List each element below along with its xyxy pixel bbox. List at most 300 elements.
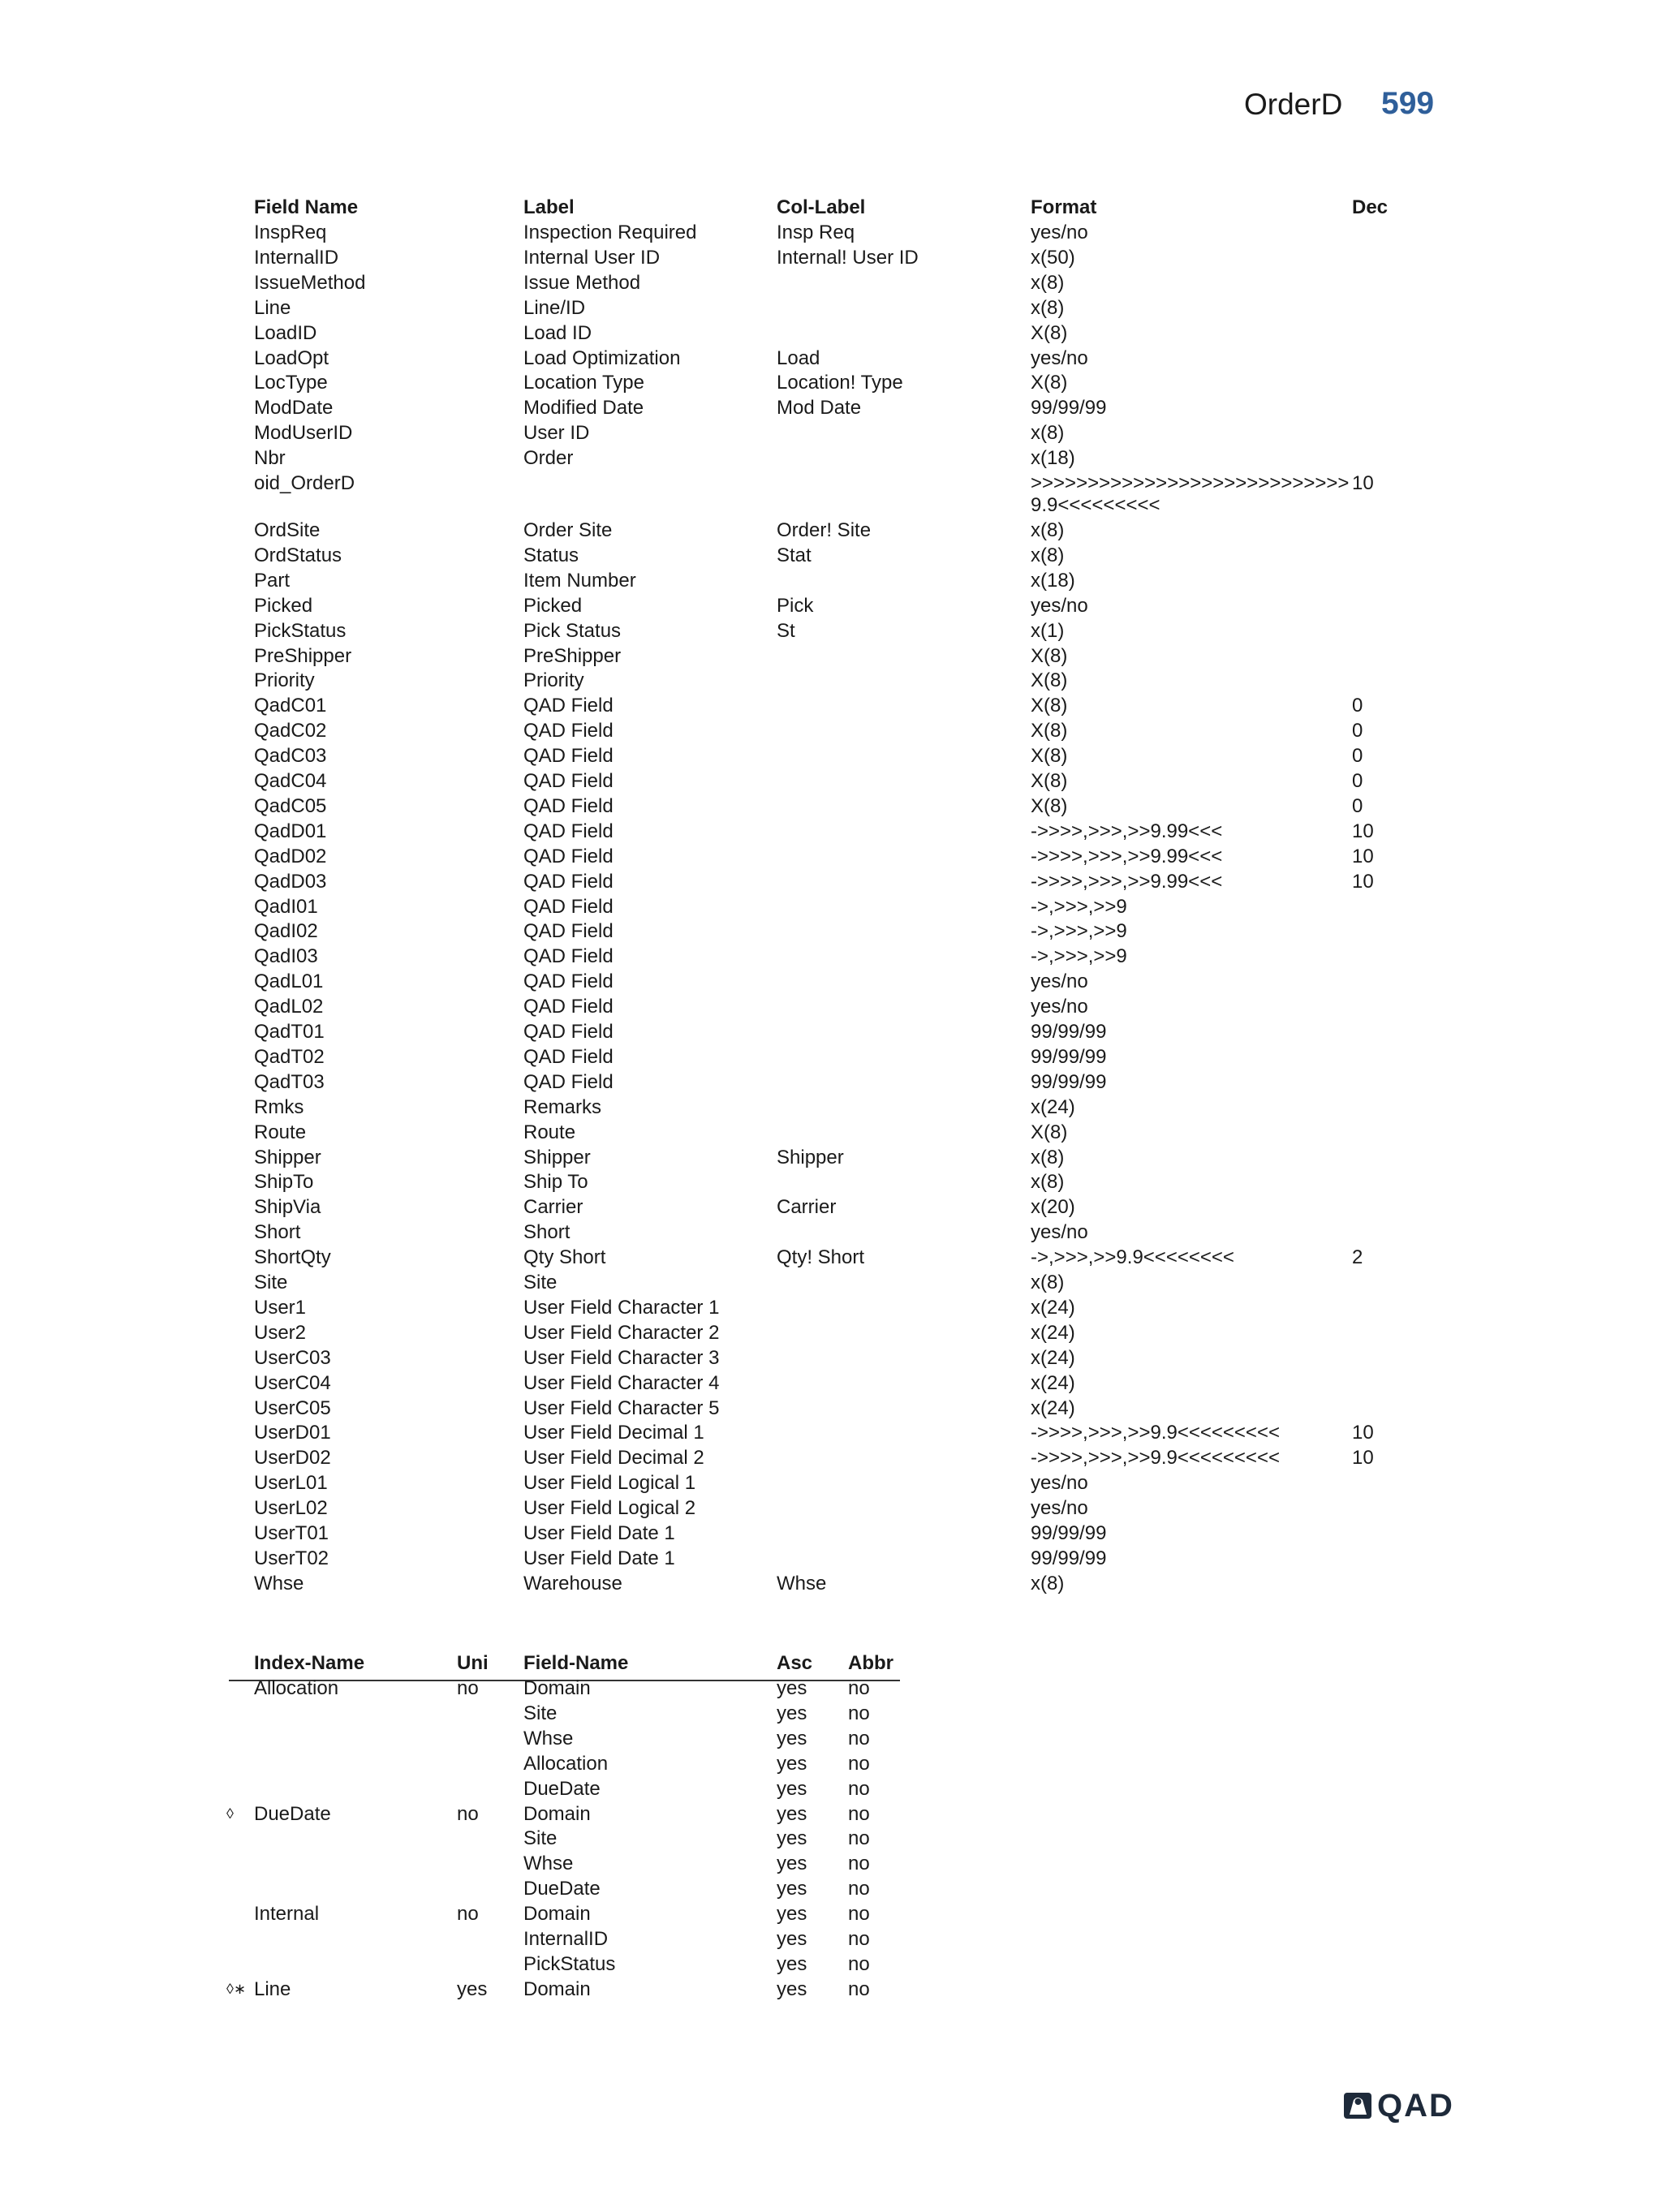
index-abbr-cell: no (848, 1952, 870, 1975)
field-row (0, 1171, 1662, 1196)
field-col-label-cell: Internal! User ID (777, 246, 919, 269)
field-format-cell: x(8) (1031, 271, 1065, 294)
field-row (0, 544, 1662, 570)
index-marker: ◊∗ (226, 1980, 246, 1997)
index-abbr-cell: no (848, 1777, 870, 1800)
index-field-cell: Domain (523, 1977, 591, 2000)
field-format-cell: X(8) (1031, 720, 1068, 742)
index-field-cell: Site (523, 1702, 558, 1724)
field-row (0, 720, 1662, 745)
col-header-format: Format (1031, 196, 1097, 218)
field-col-label-cell: Carrier (777, 1196, 837, 1219)
field-name-cell: QadL01 (254, 970, 324, 993)
field-name-cell: UserD01 (254, 1422, 331, 1444)
field-name-cell: ShortQty (254, 1246, 331, 1269)
index-field-cell: Domain (523, 1903, 591, 1926)
index-abbr-cell: no (848, 1878, 870, 1900)
field-format-cell: ->>>>,>>>,>>9.99<<< (1031, 820, 1223, 842)
field-format-cell: x(24) (1031, 1296, 1075, 1319)
field-row (0, 1322, 1662, 1347)
index-asc-cell: yes (777, 1952, 807, 1975)
field-label-cell: Shipper (523, 1146, 591, 1168)
field-row (0, 770, 1662, 795)
index-abbr-cell: no (848, 1977, 870, 2000)
field-name-cell: Picked (254, 594, 313, 617)
field-row (0, 645, 1662, 670)
index-field-cell: Site (523, 1827, 558, 1850)
field-format-cell: >>>>>>>>>>>>>>>>>>>>>>>>>>>>9.9<<<<<<<<< (1031, 472, 1350, 516)
field-format-cell: X(8) (1031, 794, 1068, 817)
index-row (0, 1953, 1662, 1978)
index-field-cell: PickStatus (523, 1952, 616, 1975)
field-row (0, 1422, 1662, 1447)
field-label-cell: QAD Field (523, 794, 614, 817)
field-name-cell: UserC04 (254, 1371, 331, 1394)
index-abbr-cell: no (848, 1853, 870, 1875)
index-row (0, 1702, 1662, 1728)
field-label-cell: Order Site (523, 519, 613, 541)
field-name-cell: UserT02 (254, 1547, 329, 1569)
field-label-cell: User Field Logical 1 (523, 1472, 696, 1495)
index-field-cell: DueDate (523, 1777, 601, 1800)
field-format-cell: x(50) (1031, 246, 1075, 269)
field-label-cell: Priority (523, 669, 584, 692)
field-format-cell: X(8) (1031, 644, 1068, 667)
field-name-cell: ShipTo (254, 1171, 314, 1194)
field-row (0, 820, 1662, 846)
col-header-col-label: Col-Label (777, 196, 866, 218)
field-label-cell: Warehouse (523, 1572, 622, 1594)
field-label-cell: Status (523, 544, 579, 566)
field-name-cell: QadT03 (254, 1070, 325, 1093)
field-label-cell: User Field Character 1 (523, 1296, 720, 1319)
field-name-cell: QadD02 (254, 845, 327, 867)
field-col-label-cell: Load (777, 346, 820, 369)
field-format-cell: x(8) (1031, 544, 1065, 566)
field-row (0, 1297, 1662, 1322)
field-label-cell: QAD Field (523, 845, 614, 867)
field-format-cell: yes/no (1031, 970, 1088, 993)
field-name-cell: UserT01 (254, 1522, 329, 1544)
field-label-cell: QAD Field (523, 1070, 614, 1093)
section-title: OrderD (1244, 88, 1343, 121)
field-name-cell: Site (254, 1272, 288, 1293)
index-abbr-cell: no (848, 1928, 870, 1950)
field-row (0, 669, 1662, 695)
field-label-cell: QAD Field (523, 870, 614, 893)
field-label-cell: Qty Short (523, 1246, 606, 1269)
field-format-cell: yes/no (1031, 996, 1088, 1018)
field-format-cell: x(8) (1031, 422, 1065, 445)
field-label-cell: Location Type (523, 372, 645, 394)
index-row (0, 1853, 1662, 1878)
index-row (0, 1803, 1662, 1828)
col-header-asc: Asc (777, 1652, 813, 1674)
field-row (0, 695, 1662, 720)
field-dec-cell: 10 (1352, 1422, 1374, 1444)
index-row (0, 1778, 1662, 1803)
field-format-cell: ->>>>,>>>,>>9.9<<<<<<<<< (1031, 1447, 1280, 1470)
field-row (0, 846, 1662, 871)
col-header-field-name: Field Name (254, 196, 359, 218)
field-format-cell: x(8) (1031, 1171, 1065, 1194)
field-name-cell: Line (254, 296, 291, 319)
field-row (0, 472, 1662, 516)
field-format-cell: ->>>>,>>>,>>9.99<<< (1031, 870, 1223, 893)
index-field-cell: Allocation (523, 1752, 609, 1775)
index-asc-cell: yes (777, 1752, 807, 1775)
index-field-cell: DueDate (523, 1878, 601, 1900)
field-label-cell: QAD Field (523, 820, 614, 842)
field-col-label-cell: Shipper (777, 1146, 844, 1168)
field-row (0, 871, 1662, 896)
field-format-cell: yes/no (1031, 1221, 1088, 1244)
field-name-cell: QadI02 (254, 920, 318, 943)
field-format-cell: yes/no (1031, 1497, 1088, 1520)
field-name-cell: QadT01 (254, 1021, 325, 1043)
field-label-cell: Order (523, 447, 574, 470)
field-row (0, 1573, 1662, 1598)
index-asc-cell: yes (777, 1928, 807, 1950)
col-header-dec: Dec (1352, 196, 1389, 218)
index-asc-cell: yes (777, 1903, 807, 1926)
field-dec-cell: 0 (1352, 770, 1363, 792)
field-label-cell: Carrier (523, 1196, 583, 1219)
field-label-cell: User Field Decimal 1 (523, 1422, 704, 1444)
index-marker: ◊ (226, 1805, 234, 1822)
field-name-cell: Whse (254, 1572, 304, 1594)
field-name-cell: Route (254, 1121, 307, 1143)
field-col-label-cell: Whse (777, 1572, 827, 1594)
index-name-cell: DueDate (254, 1802, 331, 1825)
field-row (0, 322, 1662, 347)
field-row (0, 247, 1662, 272)
col-header-uni: Uni (457, 1652, 489, 1674)
index-asc-cell: yes (777, 1977, 807, 2000)
field-dec-cell: 0 (1352, 745, 1363, 768)
field-name-cell: LoadID (254, 321, 317, 344)
field-label-cell: User Field Date 1 (523, 1522, 675, 1544)
field-format-cell: x(24) (1031, 1095, 1075, 1118)
field-name-cell: UserD02 (254, 1447, 331, 1470)
field-format-cell: x(8) (1031, 519, 1065, 541)
field-label-cell: QAD Field (523, 1045, 614, 1068)
field-label-cell: Short (523, 1221, 571, 1244)
field-row (0, 347, 1662, 372)
field-name-cell: Priority (254, 669, 315, 692)
field-row (0, 297, 1662, 322)
field-row (0, 1547, 1662, 1573)
field-row (0, 1472, 1662, 1497)
field-name-cell: PickStatus (254, 619, 347, 642)
field-row (0, 620, 1662, 645)
field-format-cell: x(24) (1031, 1321, 1075, 1344)
field-name-cell: OrdStatus (254, 544, 342, 566)
index-abbr-cell: no (848, 1702, 870, 1724)
field-name-cell: UserC05 (254, 1396, 331, 1419)
index-name-cell: Line (254, 1977, 291, 2000)
field-name-cell: UserC03 (254, 1346, 331, 1369)
index-uni-cell: yes (457, 1977, 488, 2000)
field-label-cell: QAD Field (523, 945, 614, 968)
field-row (0, 1497, 1662, 1522)
index-uni-cell: no (457, 1903, 479, 1926)
col-header-label: Label (523, 196, 575, 218)
index-table-header (0, 1652, 1662, 1677)
field-row (0, 1447, 1662, 1472)
index-field-cell: Whse (523, 1727, 574, 1749)
field-name-cell: QadL02 (254, 996, 324, 1018)
field-label-cell: User Field Decimal 2 (523, 1447, 704, 1470)
field-row (0, 422, 1662, 447)
index-row (0, 1978, 1662, 2003)
field-label-cell: QAD Field (523, 720, 614, 742)
field-label-cell: Load Optimization (523, 346, 681, 369)
field-label-cell: QAD Field (523, 996, 614, 1018)
field-label-cell: User Field Character 5 (523, 1396, 720, 1419)
index-abbr-cell: no (848, 1903, 870, 1926)
field-label-cell: User Field Character 2 (523, 1321, 720, 1344)
field-label-cell: User Field Character 3 (523, 1346, 720, 1369)
index-row (0, 1728, 1662, 1753)
field-format-cell: X(8) (1031, 1121, 1068, 1143)
field-label-cell: QAD Field (523, 695, 614, 717)
field-format-cell: 99/99/99 (1031, 1070, 1107, 1093)
field-dec-cell: 0 (1352, 720, 1363, 742)
field-row (0, 570, 1662, 595)
index-row (0, 1677, 1662, 1702)
field-row (0, 1196, 1662, 1221)
field-name-cell: Short (254, 1221, 301, 1244)
index-row (0, 1878, 1662, 1903)
field-col-label-cell: Stat (777, 544, 812, 566)
field-row (0, 447, 1662, 472)
field-row (0, 1347, 1662, 1372)
index-row (0, 1827, 1662, 1853)
field-name-cell: User2 (254, 1321, 307, 1344)
field-row (0, 1246, 1662, 1272)
field-row (0, 1522, 1662, 1547)
field-format-cell: x(20) (1031, 1196, 1075, 1219)
field-dec-cell: 10 (1352, 870, 1374, 893)
field-format-cell: x(1) (1031, 619, 1065, 642)
field-row (0, 896, 1662, 921)
field-name-cell: Nbr (254, 447, 286, 470)
field-dec-cell: 10 (1352, 820, 1374, 842)
field-format-cell: ->,>>>,>>9 (1031, 920, 1127, 943)
field-dec-cell: 2 (1352, 1246, 1363, 1269)
field-dec-cell: 0 (1352, 794, 1363, 817)
field-name-cell: Rmks (254, 1095, 304, 1118)
col-header-abbr: Abbr (848, 1652, 893, 1674)
field-label-cell: PreShipper (523, 644, 622, 667)
index-row (0, 1928, 1662, 1953)
field-label-cell: Ship To (523, 1171, 588, 1194)
field-name-cell: QadC02 (254, 720, 327, 742)
field-row (0, 595, 1662, 620)
index-abbr-cell: no (848, 1727, 870, 1749)
fields-table-header (0, 196, 1662, 222)
qad-logo-icon (1343, 2090, 1374, 2121)
logo-text: QAD (1377, 2087, 1454, 2124)
field-format-cell: yes/no (1031, 222, 1088, 243)
field-label-cell: Load ID (523, 321, 592, 344)
field-format-cell: x(8) (1031, 296, 1065, 319)
field-format-cell: ->,>>>,>>9.9<<<<<<<< (1031, 1246, 1234, 1269)
field-label-cell: Line/ID (523, 296, 586, 319)
field-format-cell: 99/99/99 (1031, 1522, 1107, 1544)
field-format-cell: x(8) (1031, 1146, 1065, 1168)
field-format-cell: X(8) (1031, 321, 1068, 344)
field-label-cell: User Field Date 1 (523, 1547, 675, 1569)
field-row (0, 1071, 1662, 1096)
field-name-cell: Shipper (254, 1146, 321, 1168)
field-format-cell: yes/no (1031, 346, 1088, 369)
field-label-cell: Remarks (523, 1095, 602, 1118)
field-row (0, 745, 1662, 770)
field-dec-cell: 10 (1352, 1447, 1374, 1470)
field-row (0, 519, 1662, 544)
field-name-cell: Part (254, 569, 291, 592)
index-asc-cell: yes (777, 1727, 807, 1749)
field-label-cell: Internal User ID (523, 246, 661, 269)
col-header-index-name: Index-Name (254, 1652, 365, 1674)
field-name-cell: QadC04 (254, 770, 327, 792)
index-asc-cell: yes (777, 1702, 807, 1724)
index-field-cell: InternalID (523, 1928, 609, 1950)
field-row (0, 222, 1662, 247)
index-abbr-cell: no (848, 1802, 870, 1825)
index-abbr-cell: no (848, 1752, 870, 1775)
field-name-cell: OrdSite (254, 519, 321, 541)
field-dec-cell: 0 (1352, 695, 1363, 717)
field-label-cell: QAD Field (523, 745, 614, 768)
index-asc-cell: yes (777, 1677, 807, 1699)
field-name-cell: InternalID (254, 246, 339, 269)
index-asc-cell: yes (777, 1878, 807, 1900)
field-format-cell: ->,>>>,>>9 (1031, 945, 1127, 968)
field-format-cell: x(24) (1031, 1371, 1075, 1394)
col-header-field-name-index: Field-Name (523, 1652, 629, 1674)
field-name-cell: QadC05 (254, 794, 327, 817)
index-asc-cell: yes (777, 1853, 807, 1875)
field-label-cell: Site (523, 1272, 558, 1293)
field-name-cell: ModDate (254, 397, 334, 420)
field-row (0, 996, 1662, 1021)
field-name-cell: LocType (254, 372, 328, 394)
field-format-cell: x(24) (1031, 1346, 1075, 1369)
field-format-cell: X(8) (1031, 372, 1068, 394)
index-asc-cell: yes (777, 1802, 807, 1825)
field-label-cell: QAD Field (523, 970, 614, 993)
index-asc-cell: yes (777, 1827, 807, 1850)
field-row (0, 1221, 1662, 1246)
field-name-cell: ShipVia (254, 1196, 321, 1219)
field-format-cell: 99/99/99 (1031, 1045, 1107, 1068)
field-label-cell: QAD Field (523, 920, 614, 943)
field-label-cell: QAD Field (523, 1021, 614, 1043)
field-label-cell: Picked (523, 594, 583, 617)
field-name-cell: QadI03 (254, 945, 318, 968)
field-row (0, 920, 1662, 945)
field-row (0, 1272, 1662, 1297)
field-row (0, 795, 1662, 820)
field-label-cell: User ID (523, 422, 590, 445)
index-asc-cell: yes (777, 1777, 807, 1800)
field-format-cell: ->>>>,>>>,>>9.99<<< (1031, 845, 1223, 867)
field-format-cell: 99/99/99 (1031, 397, 1107, 420)
field-name-cell: QadD01 (254, 820, 327, 842)
index-row (0, 1903, 1662, 1928)
field-name-cell: QadD03 (254, 870, 327, 893)
index-uni-cell: no (457, 1677, 479, 1699)
field-format-cell: 99/99/99 (1031, 1547, 1107, 1569)
field-row (0, 1397, 1662, 1422)
field-row (0, 1096, 1662, 1121)
field-format-cell: ->>>>,>>>,>>9.9<<<<<<<<< (1031, 1422, 1280, 1444)
field-label-cell: Route (523, 1121, 576, 1143)
field-name-cell: oid_OrderD (254, 472, 355, 494)
field-format-cell: x(18) (1031, 447, 1075, 470)
field-col-label-cell: Location! Type (777, 372, 903, 394)
field-row (0, 397, 1662, 422)
field-label-cell: Inspection Required (523, 222, 697, 243)
field-label-cell: User Field Logical 2 (523, 1497, 696, 1520)
field-name-cell: UserL02 (254, 1497, 328, 1520)
field-format-cell: X(8) (1031, 669, 1068, 692)
field-label-cell: User Field Character 4 (523, 1371, 720, 1394)
field-format-cell: yes/no (1031, 594, 1088, 617)
field-name-cell: User1 (254, 1296, 307, 1319)
field-row (0, 1046, 1662, 1071)
field-row (0, 945, 1662, 970)
field-name-cell: IssueMethod (254, 271, 366, 294)
field-name-cell: LoadOpt (254, 346, 329, 369)
index-field-cell: Domain (523, 1677, 591, 1699)
field-name-cell: InspReq (254, 222, 327, 243)
field-row (0, 970, 1662, 996)
field-label-cell: Item Number (523, 569, 636, 592)
field-name-cell: QadC03 (254, 745, 327, 768)
field-name-cell: QadT02 (254, 1045, 325, 1068)
field-col-label-cell: Pick (777, 594, 814, 617)
field-name-cell: QadC01 (254, 695, 327, 717)
field-format-cell: X(8) (1031, 745, 1068, 768)
field-label-cell: Modified Date (523, 397, 644, 420)
field-row (0, 272, 1662, 297)
field-format-cell: yes/no (1031, 1472, 1088, 1495)
field-dec-cell: 10 (1352, 845, 1374, 867)
field-label-cell: Issue Method (523, 271, 641, 294)
field-name-cell: QadI01 (254, 895, 318, 918)
field-format-cell: x(8) (1031, 1272, 1065, 1293)
field-format-cell: X(8) (1031, 695, 1068, 717)
field-format-cell: 99/99/99 (1031, 1021, 1107, 1043)
index-abbr-cell: no (848, 1827, 870, 1850)
field-col-label-cell: Order! Site (777, 519, 872, 541)
page-number: 599 (1381, 86, 1435, 121)
field-name-cell: PreShipper (254, 644, 352, 667)
field-format-cell: x(24) (1031, 1396, 1075, 1419)
field-format-cell: X(8) (1031, 770, 1068, 792)
field-row (0, 1121, 1662, 1147)
field-dec-cell: 10 (1352, 472, 1374, 494)
index-abbr-cell: no (848, 1677, 870, 1699)
field-row (0, 372, 1662, 397)
index-field-cell: Whse (523, 1853, 574, 1875)
field-label-cell: QAD Field (523, 895, 614, 918)
index-name-cell: Internal (254, 1903, 320, 1926)
